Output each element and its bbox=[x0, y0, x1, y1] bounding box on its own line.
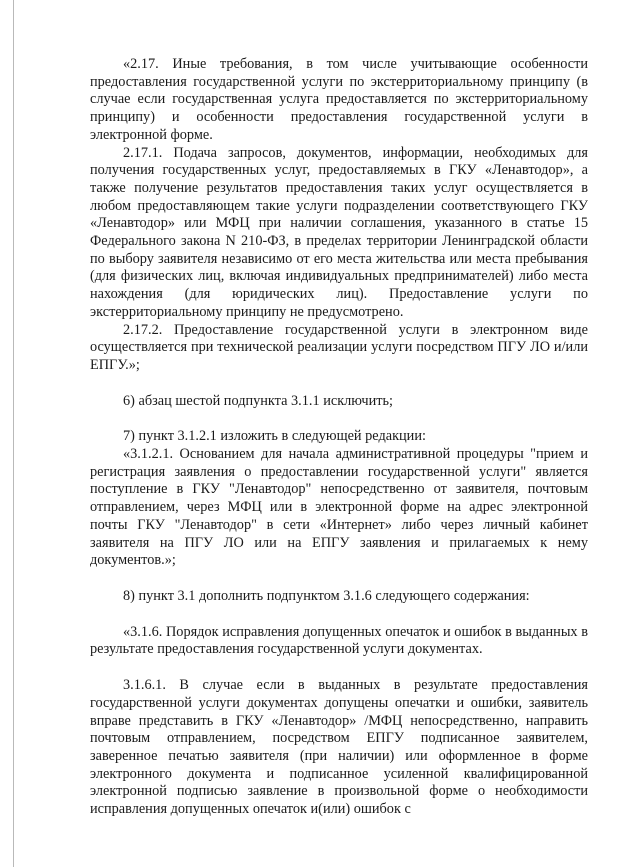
paragraph-item-7: 7) пункт 3.1.2.1 изложить в следующей редакции: bbox=[123, 428, 426, 445]
paragraph-3-1-2-1: «3.1.2.1. Основанием для начала административной процедуры "прием и регистрация заявления о предоставлении государственной услуги" является поступление в ГКУ "Ленавтодор" непосредственно от заявителя, почтовым отправлением, через МФЦ или в электронной форме на адрес электронной почты ГКУ "Ленавтодор" в сети «Интернет» либо через личный кабинет заявителя на ПГУ ЛО или на ЕПГУ заявления и прилагаемых к нему документов.»; bbox=[90, 446, 588, 569]
paragraph-3-1-6: «3.1.6. Порядок исправления допущенных опечаток и ошибок в выданных в результате предоставления государственной услуги документах. bbox=[90, 623, 588, 658]
paragraph-3-1-6-1: 3.1.6.1. В случае если в выданных в результате предоставления государственной услуги документах допущены опечатки и ошибки, заявитель вправе представить в ГКУ «Ленавтодор» /МФЦ непосредственно, направить почтовым отправлением, посредством ЕПГУ подписанное заявителем, заверенное печатью заявителя (при наличии) или оформленное в форме электронного документа и подписанное усиленной квалифицированной электронной подписью заявление в произвольной форме о необходимости исправления допущенных опечаток и(или) ошибок с bbox=[90, 677, 588, 818]
paragraph-item-8: 8) пункт 3.1 дополнить подпунктом 3.1.6 следующего содержания: bbox=[123, 587, 530, 604]
paragraph-spacer bbox=[90, 659, 588, 677]
paragraph-item-6: 6) абзац шестой подпункта 3.1.1 исключить; bbox=[123, 392, 393, 409]
paragraph-2-17: «2.17. Иные требования, в том числе учитывающие особенности предоставления государственной услуги по экстерриториальному принципу (в случае если государственная услуга предоставляется по экстерриториальному принципу) и особенности предоставления государственной услуги в электронной форме. bbox=[90, 56, 588, 143]
paragraph-spacer bbox=[90, 410, 588, 428]
paragraph-2-17-2: 2.17.2. Предоставление государственной услуги в электронном виде осуществляется при технической реализации услуги посредством ПГУ ЛО и/или ЕПГУ.»; bbox=[90, 321, 588, 373]
page-binding-edge bbox=[13, 0, 14, 867]
paragraph-spacer bbox=[90, 606, 588, 624]
paragraph-spacer bbox=[90, 570, 588, 588]
paragraph-2-17-1: 2.17.1. Подача запросов, документов, информации, необходимых для получения государственных услуг, предоставляемых в ГКУ «Ленавтодор», а также получение результатов предоставления таких услуг осуществляется в любом предоставляющем такие услуги подразделении соответствующего ГКУ «Ленавтодор» или МФЦ при наличии соглашения, указанного в статье 15 Федерального закона N 210-ФЗ, в пределах территории Ленинградской области по выбору заявителя независимо от его места жительства или места пребывания (для физических лиц, включая индивидуальных предпринимателей) либо места нахождения (для юридических лиц). Предоставление услуги по экстерриториальному принципу не предусмотрено. bbox=[90, 144, 588, 320]
paragraph-spacer bbox=[90, 375, 588, 393]
document-text bbox=[90, 56, 588, 819]
